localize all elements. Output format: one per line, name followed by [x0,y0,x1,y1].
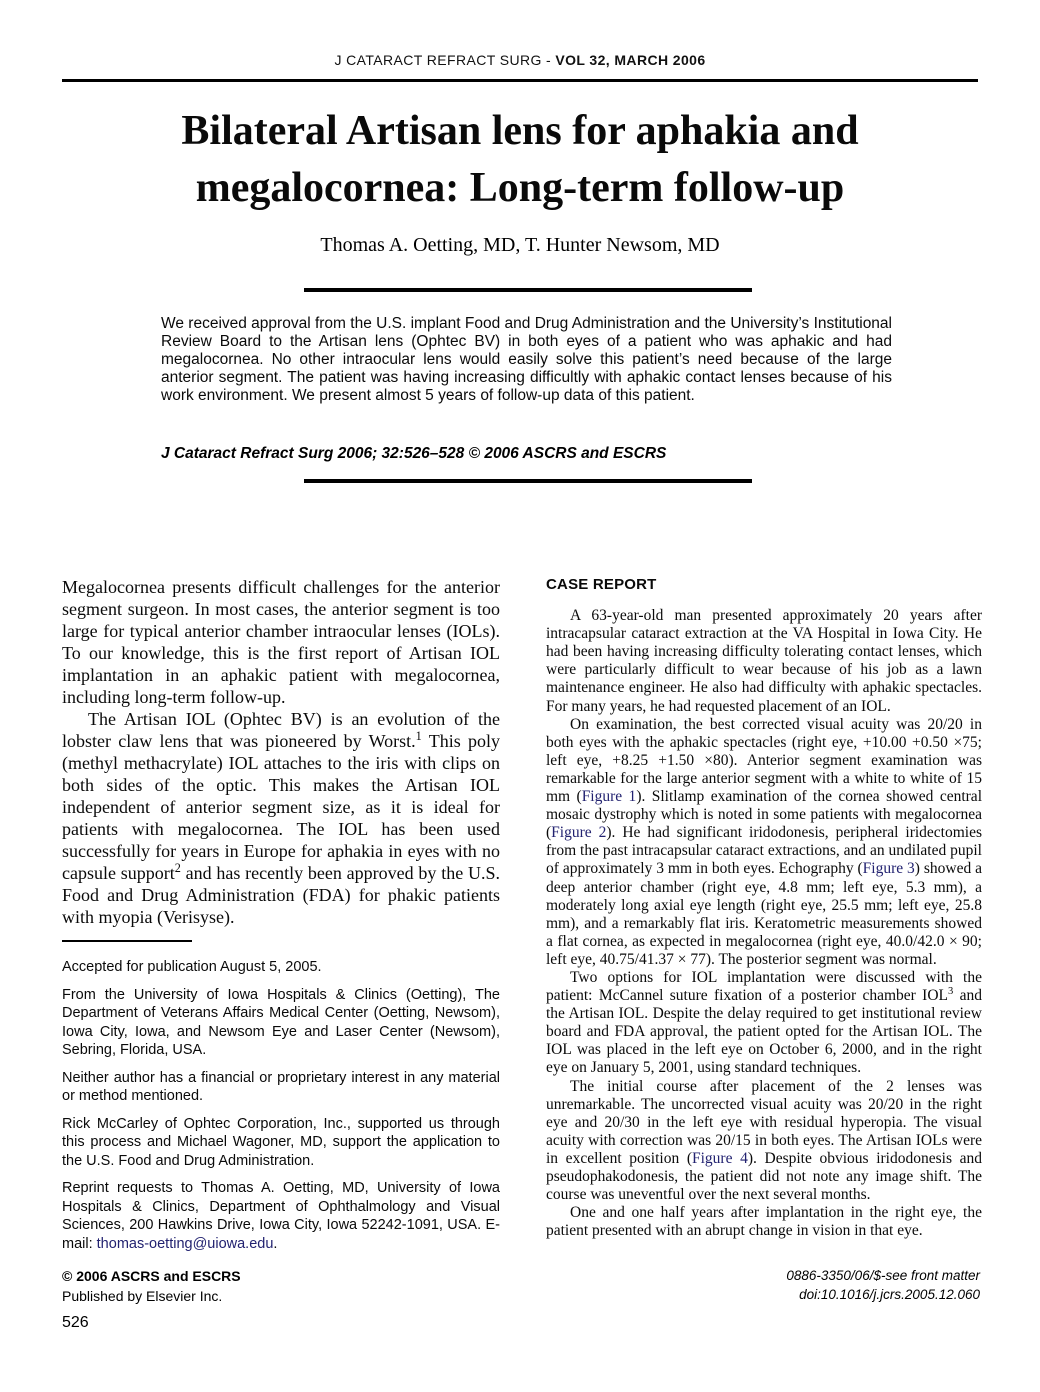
journal-masthead [0,52,1040,68]
text-run: Neither author has a financial or proprietary interest in any material or method mentioned. [62,1069,500,1104]
issn-doi-block [786,1266,980,1304]
case-report-heading: CASE REPORT [546,576,657,593]
text-run: The initial course after placement of the 2 lenses was unremarkable. The uncorrected visual acuity was 20/20 in the right eye and 20/30 in the left eye with residual hyperopia. The visual acuity with correction was 20/15 in both eyes. The Artisan IOLs were in excellent position ( [546,1077,982,1167]
article-title-line1: Bilateral Artisan lens for aphakia and [181,108,859,154]
text-run: Megalocornea presents difficult challenges for the anterior segment surgeon. In most cases, the anterior segment is too large for typical anterior chamber intraocular lenses (IOLs). To our knowledge, this is the first report of Artisan IOL implantation in an aphakic patient with megalocornea, including long-term follow-up. [62,577,500,707]
journal-name: J CATARACT REFRACT SURG - [334,52,556,68]
text-run: The Artisan IOL (Ophtec BV) is an evolution of the lobster claw lens that was pioneered by Worst. [62,709,500,751]
footnote-paragraph [62,1115,500,1171]
article-title [0,103,1040,217]
text-run: ). Slitlamp examination of the cornea showed central mosaic dystrophy which is noted in some patients with megalocornea ( [546,788,982,842]
text-run: ) showed a deep anterior chamber (right eye, 4.8 mm; left eye, 5.3 mm), a moderately long axial eye length (right eye, 25.5 mm; left eye, 25.8 mm), and a remarkably flat iris. Keratometric measurements showed a flat cornea, as expected in megalocornea (right eye, 40.0/42.0 × 90; left eye, 40.75/41.37 × 77). The posterior segment was normal. [546,860,983,968]
citation-line: J Cataract Refract Surg 2006; 32:526–528 © 2006 ASCRS and ESCRS [161,445,667,462]
text-run: Reprint requests to Thomas A. Oetting, MD, University of Iowa Hospitals & Clinics, Department of Ophthalmology and Visual Sciences, 200 Hawkins Drive, Iowa City, Iowa 52242-1091, USA. E-mail: [62,1180,500,1252]
text-run: and has recently been approved by the U.S. Food and Drug Administration (FDA) for phakic patients with myopia (Verisyse). [62,863,500,927]
publisher-line: Published by Elsevier Inc. [62,1288,223,1304]
case-report-paragraph [546,716,982,969]
article-title-line2: megalocornea: Long-term follow-up [195,165,845,211]
case-report-column [546,576,982,1240]
intro-column [62,576,500,928]
footnote-block [62,934,500,1262]
text-run: . [273,1235,278,1252]
case-report-paragraph [546,1204,982,1240]
reference-superscript: 1 [415,729,422,743]
text-run: and the Artisan IOL. Despite the delay required to get institutional review board and FDA approval, the patient opted for the Artisan IOL. The IOL was placed in the left eye on October 6, 2000, and in the right eye on January 5, 2001, using standard techniques. [546,987,982,1077]
copyright-line: © 2006 ASCRS and ESCRS [62,1268,241,1284]
text-run: A 63-year-old man presented approximately 20 years after intracapsular cataract extraction at the VA Hospital in Iowa City. He had been having increasing difficulty tolerating contact lenses, which were particularly difficult to wear because of his job as a lawn maintenance engineer. He also had difficulty with aphakic spectacles. For many years, he had requested placement of an IOL. [546,607,982,715]
footnote-paragraph [62,958,500,977]
intro-paragraph [62,576,500,708]
email-link[interactable]: thomas-oetting@uiowa.edu [96,1235,274,1252]
text-run: ). Despite obvious iridodonesis and pseudophakodonesis, the patient did not note any image shift. The course was uneventful over the next several months. [546,1149,983,1204]
abstract-bottom-rule [304,479,752,483]
text-run: This poly (methyl methacrylate) IOL attaches to the iris with clips on both sides of the optic. This makes the Artisan IOL independent of anterior segment size, as it is ideal for patients with megalocornea. The IOL has been used successfully for years in Europe for aphakia in eyes with no capsule support [62,731,500,883]
footnote-paragraphs [62,958,500,1253]
masthead-rule [62,79,978,82]
text-run: ). He had significant iridodonesis, peripheral iridectomies from the past intracapsular cataract extractions, and an undilated pupil of approximately 3 mm in both eyes. Echography ( [546,824,983,878]
reference-superscript: 3 [948,985,954,997]
footnote-divider [62,940,192,942]
figure-1-link[interactable]: Figure 1 [581,788,637,806]
case-report-paragraph [546,607,982,716]
abstract-text: We received approval from the U.S. implant Food and Drug Administration and the University’s Institutional Review Board to the Artisan lens (Ophtec BV) in both eyes of a patient who was aphakic and had megalocornea. No other intraocular lens would easily solve this patient’s need because of the large anterior segment. The patient was having increasing difficultly with aphakic contact lenses because of his work environment. We present almost 5 years of follow-up data of this patient. [161,315,892,404]
figure-2-link[interactable]: Figure 2 [551,824,607,842]
copyright-block [62,1266,241,1306]
figure-4-link[interactable]: Figure 4 [692,1149,748,1167]
text-run: Two options for IOL implantation were discussed with the patient: McCannel suture fixation of a posterior chamber IOL [546,968,982,1005]
volume-issue: VOL 32, MARCH 2006 [555,52,706,68]
text-run: Rick McCarley of Ophtec Corporation, Inc., supported us through this process and Michael Wagoner, MD, support the application to the U.S. Food and Drug Administration. [62,1115,500,1169]
case-report-paragraph [546,1078,982,1205]
page-number: 526 [62,1314,89,1331]
reference-superscript: 2 [174,861,181,875]
footnote-paragraph [62,1069,500,1106]
case-report-body [546,607,982,1240]
text-run: One and one half years after implantation in the right eye, the patient presented with an abrupt change in vision in that eye. [546,1204,982,1240]
author-byline: Thomas A. Oetting, MD, T. Hunter Newsom, MD [320,234,720,256]
issn-line: 0886-3350/06/$-see front matter [786,1268,980,1283]
figure-3-link[interactable]: Figure 3 [862,860,915,878]
text-run: From the University of Iowa Hospitals & Clinics (Oetting), The Department of Veterans Affairs Medical Center (Oetting, Newsom), Iowa City, Iowa, and Newsom Eye and Laser Center (Newsom), Sebring, Florida, USA. [62,986,500,1058]
doi-line: doi:10.1016/j.jcrs.2005.12.060 [799,1287,980,1302]
footnote-paragraph [62,986,500,1060]
footnote-paragraph [62,1179,500,1253]
intro-paragraph [62,708,500,928]
text-run: Accepted for publication August 5, 2005. [62,959,322,975]
abstract-top-rule [304,288,752,292]
case-report-paragraph [546,969,982,1078]
text-run: On examination, the best corrected visual acuity was 20/20 in both eyes with the aphakic spectacles (right eye, +10.00 +0.50 ×75; left eye, +8.25 +1.50 ×80). Anterior segment examination was remarkable for the large anterior segment with a white to white of 15 mm ( [546,715,982,806]
